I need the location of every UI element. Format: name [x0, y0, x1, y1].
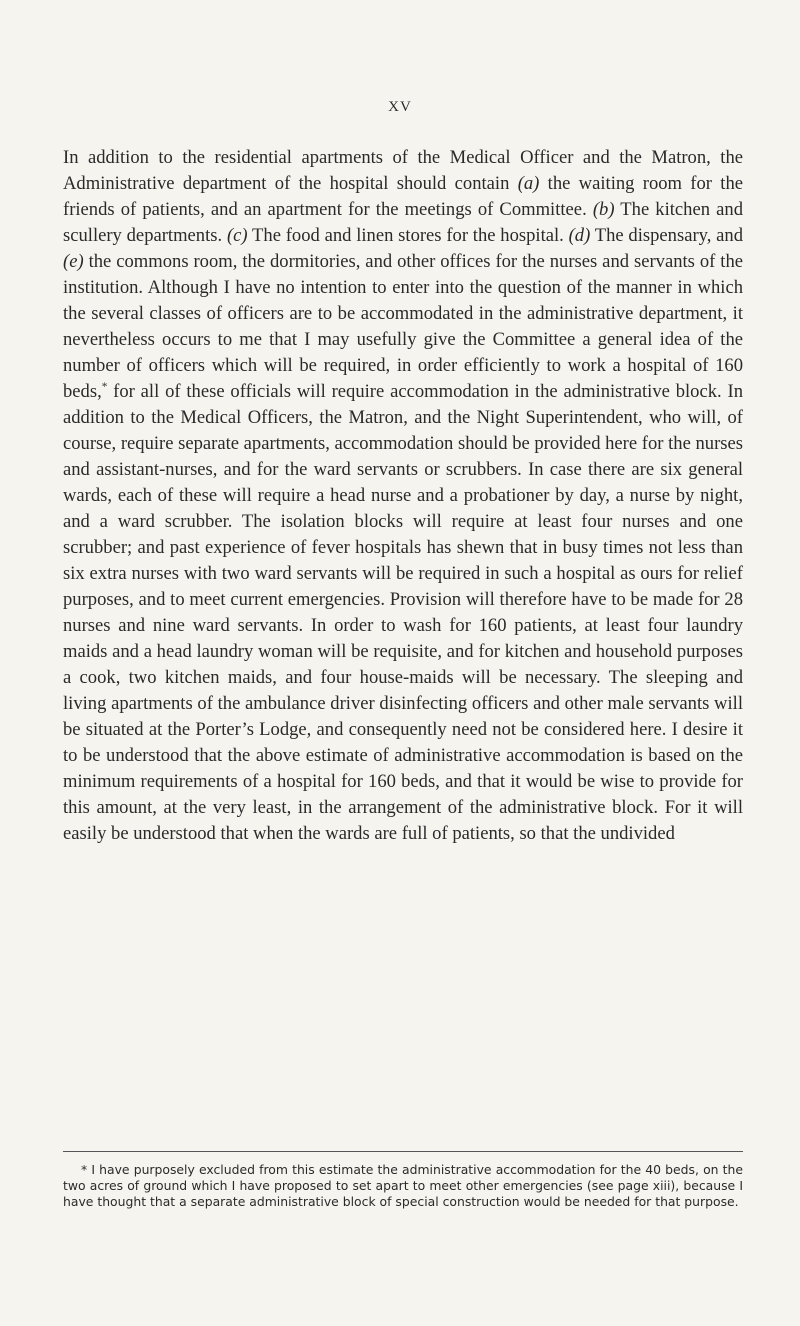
- paragraph-intro: In addition to the residential apartments of the Medical Officer and the Matron, the Administrative department of the hospital should contain: [63, 147, 743, 194]
- footnote: * I have purposely excluded from this estimate the administrative accommodation for the 40 beds, on the two acres of ground which I have proposed to set apart to meet other emergencies (see page xiii), because I have thought that a separate administrative block of special construction would be needed for that purpose.: [63, 1162, 743, 1209]
- list-label-e: (e): [63, 251, 84, 272]
- paragraph-rest: for all of these officials will require accommodation in the administrative block. In addition to the Medical Officers, the Matron, and the Night Superintendent, who will, of course, require separate apartments, accommodation should be provided here for the nurses and assistant-nurses, and for the ward servants or scrubbers. In case there are six general wards, each of these will require a head nurse and a probationer by day, a nurse by night, and a ward scrubber. The isolation blocks will require at least four nurses and one scrubber; and past experience of fever hospitals has shewn that in busy times not less than six extra nurses with two ward servants will be required in such a hospital as ours for relief purposes, and to meet current emergencies. Provision will therefore have to be made for 28 nurses and nine ward servants. In order to wash for 160 patients, at least four laundry maids and a head laundry woman will be requisite, and for kitchen and household purposes a cook, two kitchen maids, and four house-maids will be necessary. The sleeping and living apartments of the ambulance driver disinfecting officers and other male servants will be situated at the Porter’s Lodge, and consequently need not be considered here. I desire it to be understood that the above estimate of administrative accommodation is based on the minimum requirements of a hospital for 160 beds, and that it would be wise to provide for this amount, at the very least, in the arrangement of the administrative block. For it will easily be understood that when the wards are full of patients, so that the undivided: [63, 381, 743, 844]
- footnote-divider: [63, 1151, 743, 1152]
- page-number: XV: [388, 99, 412, 115]
- list-label-b: (b): [592, 199, 615, 220]
- list-item-e: the commons room, the dormitories, and other offices for the nurses and servants of the institution. Although I have no intention to enter into the question of the manner in which the several classes of officers are to be accommodated in the administrative department, it nevertheless occurs to me that I may usefully give the Committee a general idea of the number of officers which will be required, in order efficiently to work a hospital of 160 beds,: [63, 251, 743, 402]
- list-item-c: The food and linen stores for the hospital.: [247, 225, 564, 246]
- list-label-a: (a): [517, 173, 540, 194]
- list-item-b: The kitchen and scullery departments.: [63, 199, 743, 246]
- list-item-a: the waiting room for the friends of patients, and an apartment for the meetings of Committee.: [63, 173, 743, 220]
- footnote-mark: *: [101, 380, 108, 393]
- list-label-c: (c): [226, 225, 248, 246]
- body-paragraph: [63, 145, 743, 847]
- list-item-d: The dispensary, and: [590, 225, 743, 246]
- paragraph-text: [63, 145, 743, 847]
- list-label-d: (d): [568, 225, 591, 246]
